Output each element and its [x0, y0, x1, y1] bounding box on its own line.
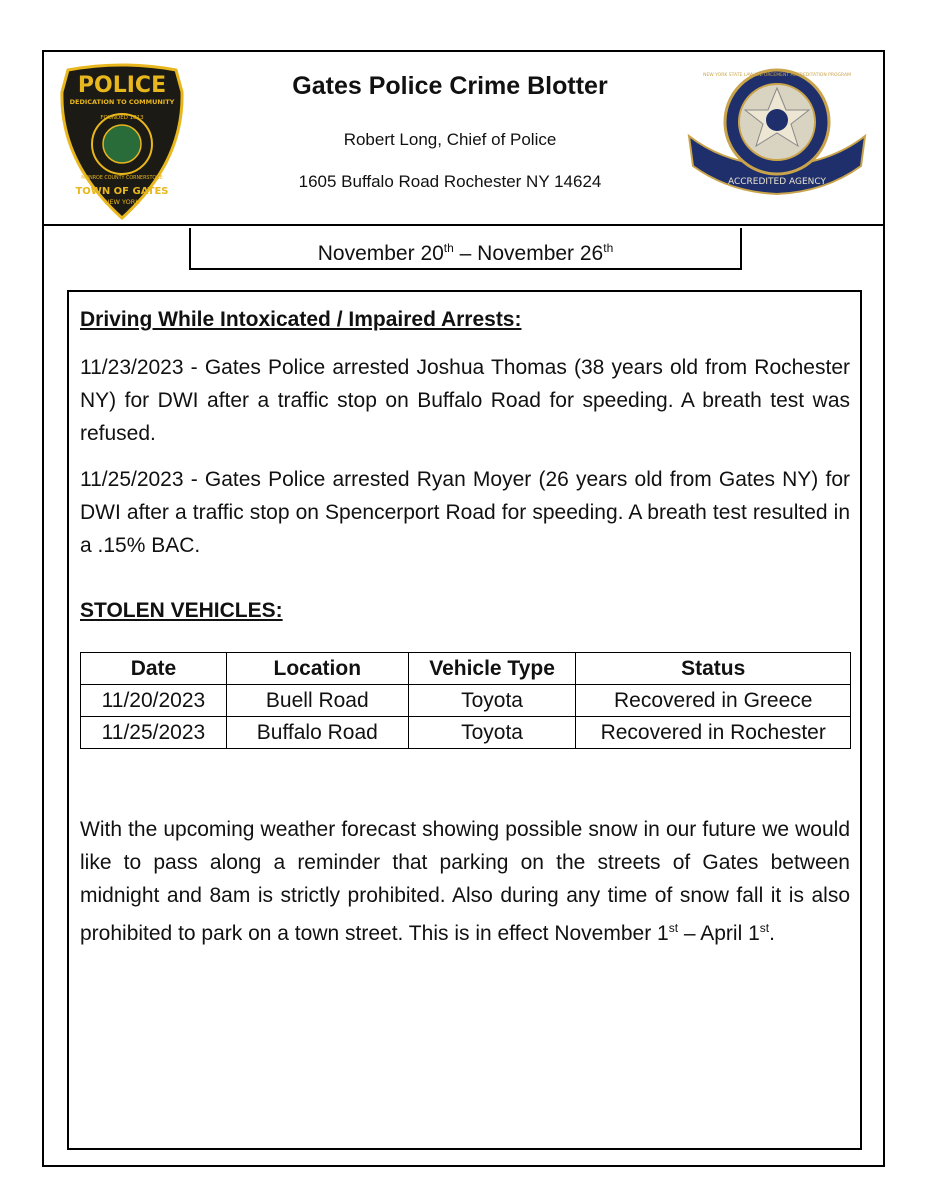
col-header-status: Status — [576, 653, 851, 685]
notice-end: . — [769, 922, 775, 945]
date-start-suffix: th — [443, 241, 454, 255]
col-header-vehicle-type: Vehicle Type — [408, 653, 576, 685]
col-header-date: Date — [81, 653, 227, 685]
chief-line: Robert Long, Chief of Police — [343, 130, 557, 149]
cell-vehicle-type: Toyota — [408, 717, 576, 749]
address-line: 1605 Buffalo Road Rochester NY 14624 — [298, 172, 602, 191]
cell-status: Recovered in Rochester — [576, 717, 851, 749]
dwi-entry-1: 11/23/2023 - Gates Police arrested Joshua Thomas (38 years old from Rochester NY) for DWI after a traffic stop on Buffalo Road for speeding. A breath test was refused. — [80, 356, 850, 445]
cell-location: Buell Road — [226, 685, 408, 717]
badge-founded: FOUNDED 1813 — [100, 115, 144, 121]
accreditation-seal — [685, 66, 869, 202]
badge-top-text: POLICE — [77, 73, 167, 98]
parking-notice — [80, 813, 850, 950]
stolen-vehicles-table — [80, 652, 851, 749]
badge-motto: DEDICATION TO COMMUNITY — [69, 98, 175, 106]
notice-sup-2: st — [759, 921, 770, 935]
page-title: Gates Police Crime Blotter — [292, 72, 608, 100]
notice-mid: – April 1 — [678, 922, 760, 945]
seal-banner-text: ACCREDITED AGENCY — [727, 177, 827, 187]
date-end-suffix: th — [603, 241, 614, 255]
notice-sup-1: st — [668, 921, 679, 935]
date-start: November 20 — [317, 242, 444, 265]
stolen-heading: STOLEN VEHICLES: — [80, 599, 283, 622]
seal-ring-text: NEW YORK STATE LAW ENFORCEMENT ACCREDITATION PROGRAM — [703, 73, 851, 78]
police-badge-logo — [58, 62, 186, 222]
table-row — [81, 717, 851, 749]
dwi-heading: Driving While Intoxicated / Impaired Arrests: — [80, 308, 522, 331]
cell-date: 11/20/2023 — [81, 685, 227, 717]
cell-status: Recovered in Greece — [576, 685, 851, 717]
cell-location: Buffalo Road — [226, 717, 408, 749]
table-row — [81, 685, 851, 717]
badge-state: NEW YORK — [104, 198, 140, 206]
date-end: November 26 — [477, 242, 604, 265]
table-header-row — [81, 653, 851, 685]
badge-town: TOWN OF GATES — [75, 186, 169, 197]
date-separator: – — [453, 242, 478, 265]
notice-text: With the upcoming weather forecast showing possible snow in our future we would like to pass along a reminder that parking on the streets of Gates between midnight and 8am is strictly prohibited. Also during any time of snow fall it is also prohibited to park on a town street. This is in effect November 1 — [80, 818, 850, 945]
date-range — [189, 228, 742, 270]
dwi-entry-2: 11/25/2023 - Gates Police arrested Ryan Moyer (26 years old from Gates NY) for DWI after a traffic stop on Spencerport Road for speeding. A breath test resulted in a .15% BAC. — [80, 468, 850, 557]
cell-date: 11/25/2023 — [81, 717, 227, 749]
header-divider — [42, 224, 885, 226]
badge-ring-text: MONROE COUNTY CORNERSTONE — [81, 176, 163, 181]
col-header-location: Location — [226, 653, 408, 685]
cell-vehicle-type: Toyota — [408, 685, 576, 717]
